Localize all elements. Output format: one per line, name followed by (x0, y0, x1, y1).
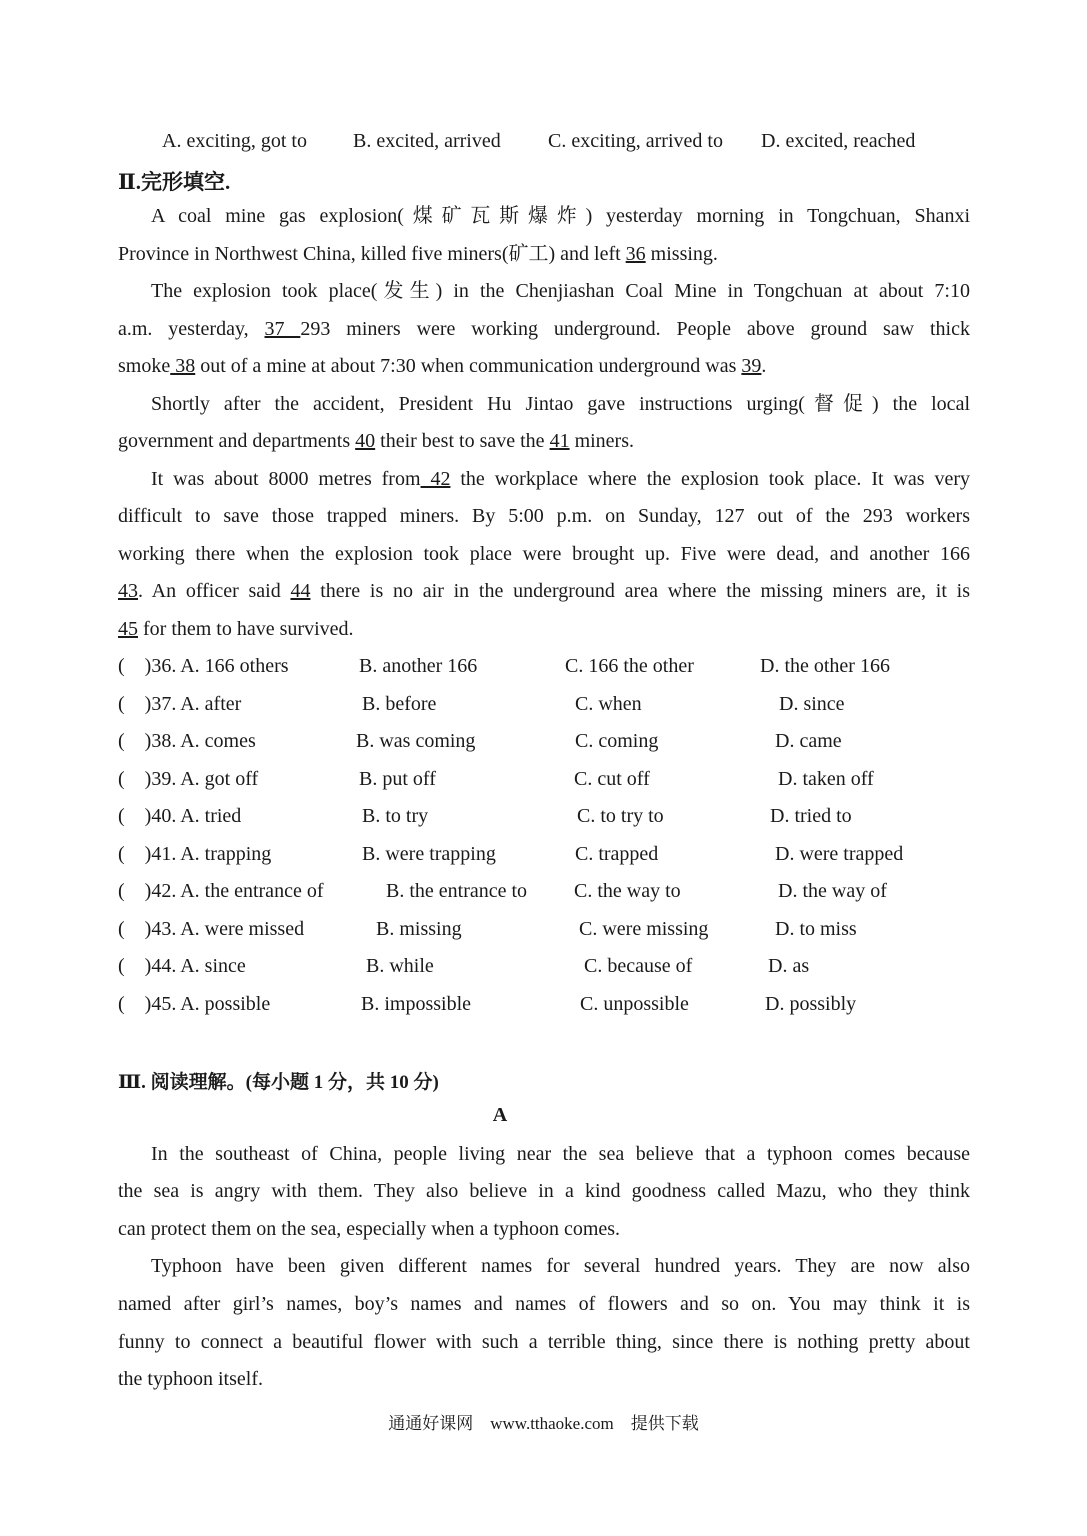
blank-40: 40 (355, 430, 376, 452)
cloze-p2-line3: smoke 38 out of a mine at about 7:30 when communication underground was 39. (118, 355, 767, 377)
blank-44: 44 (290, 580, 311, 602)
blank-45: 45 (118, 618, 138, 640)
question-38: ( )38. A. comes B. was coming C. coming D. came (118, 730, 842, 752)
option-b: B. excited, arrived (353, 130, 501, 152)
cloze-p2-line2: a.m. yesterday, 37 293 miners were working underground. People above ground saw thick (118, 318, 970, 340)
option-d: D. excited, reached (761, 130, 916, 152)
cloze-p3-line2: government and departments 40 their best to save the 41 miners. (118, 430, 634, 452)
question-44: ( )44. A. since B. while C. because of D. as (118, 955, 810, 977)
cloze-p4-line2: difficult to save those trapped miners. By 5:00 p.m. on Sunday, 127 out of the 293 workers (118, 505, 970, 527)
question-41: ( )41. A. trapping B. were trapping C. trapped D. were trapped (118, 843, 904, 865)
cloze-p4-line1: It was about 8000 metres from 42 the workplace where the explosion took place. It was very (151, 468, 971, 490)
blank-43: 43 (118, 580, 138, 602)
reading-p1-line2: the sea is angry with them. They also believe in a kind goodness called Mazu, who they think (118, 1180, 970, 1202)
blank-38: 38 (170, 355, 196, 377)
blank-39: 39 (741, 355, 762, 377)
reading-p2-line1: Typhoon have been given different names for several hundred years. They are now also (151, 1255, 970, 1277)
cloze-p3-line1: Shortly after the accident, President Hu Jintao gave instructions urging(督促) the local (151, 393, 970, 415)
question-40: ( )40. A. tried B. to try C. to try to D. tried to (118, 805, 852, 827)
cloze-p4-line4: 43. An officer said 44 there is no air in the underground area where the missing miners are, it is (118, 580, 970, 602)
reading-p1-line3: can protect them on the sea, especially when a typhoon comes. (118, 1218, 621, 1240)
question-39: ( )39. A. got off B. put off C. cut off D. taken off (118, 768, 874, 790)
question-43: ( )43. A. were missed B. missing C. were missing D. to miss (118, 918, 857, 940)
question-36: ( )36. A. 166 others B. another 166 C. 166 the other D. the other 166 (118, 655, 890, 677)
reading-p2-line2: named after girl’s names, boy’s names and names of flowers and so on. You may think it is (118, 1293, 970, 1315)
reading-p2-line3: funny to connect a beautiful flower with such a terrible thing, since there is nothing pretty about (118, 1331, 970, 1353)
cloze-p4-line3: working there when the explosion took place were brought up. Five were dead, and another 166 (118, 543, 970, 565)
section-3-title: Ⅲ. 阅读理解。(每小题 1 分，共 10 分) (118, 1072, 439, 1093)
blank-36: 36 (625, 243, 646, 265)
question-42: ( )42. A. the entrance of B. the entrance to C. the way to D. the way of (118, 880, 887, 902)
blank-42: 42 (420, 468, 451, 490)
cloze-p1-line1: A coal mine gas explosion(煤矿瓦斯爆炸) yesterday morning in Tongchuan, Shanxi (151, 205, 970, 227)
option-a: A. exciting, got to (162, 130, 307, 152)
prev-question-options (118, 129, 970, 153)
passage-label: A (492, 1104, 508, 1126)
option-c: C. exciting, arrived to (548, 130, 723, 152)
reading-p2-line4: the typhoon itself. (118, 1368, 263, 1390)
cloze-p2-line1: The explosion took place(发生) in the Chenjiashan Coal Mine in Tongchuan at about 7:10 (151, 280, 970, 302)
question-37: ( )37. A. after B. before C. when D. since (118, 693, 845, 715)
section-2-title: Ⅱ.完形填空. (118, 170, 231, 194)
blank-41: 41 (549, 430, 570, 452)
cloze-p4-line5: 45 for them to have survived. (118, 618, 354, 640)
cloze-p1-line2: Province in Northwest China, killed five miners(矿工) and left 36 missing. (118, 243, 718, 265)
question-45: ( )45. A. possible B. impossible C. unpossible D. possibly (118, 993, 857, 1015)
reading-p1-line1: In the southeast of China, people living near the sea believe that a typhoon comes because (151, 1143, 970, 1165)
page-footer: 通通好课网 www.tthaoke.com 提供下载 (388, 1414, 699, 1433)
blank-37: 37 (264, 318, 301, 340)
